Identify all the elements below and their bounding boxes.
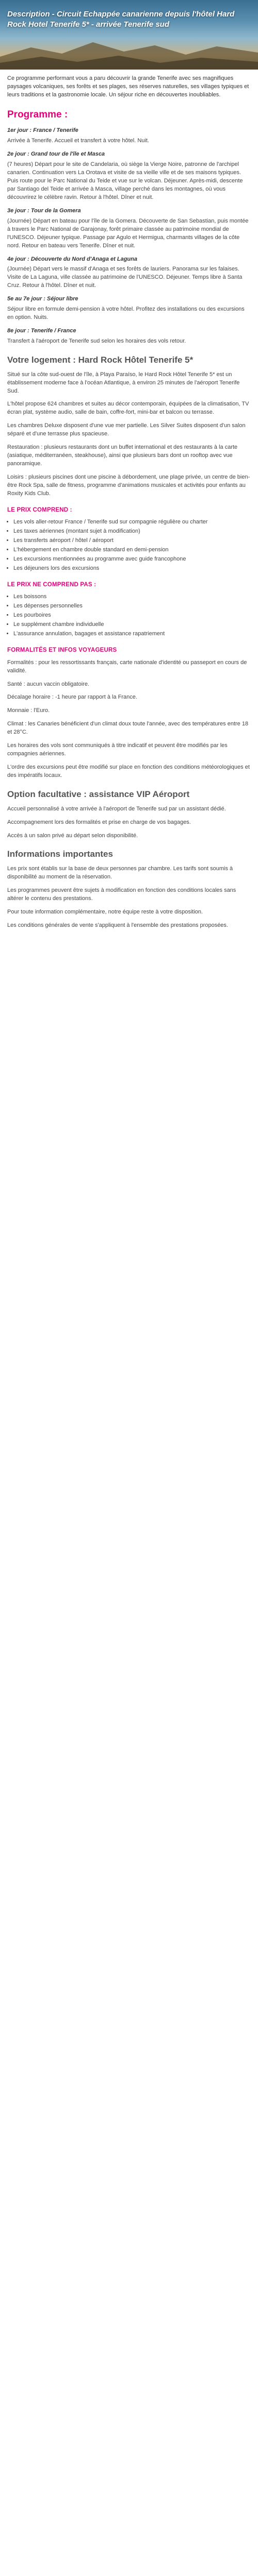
day-body: (Journée) Départ en bateau pour l'île de la Gomera. Découverte de San Sebastian, puis montée à travers le Parc National de Garajonay, forêt primaire classée au patrimoine mondial de l'UNESCO. Déjeuner typique. Passage par Agulo et Hermigua, charmants villages de la côte nord. Retour en bateau vers Tenerife. Dîner et nuit. [7, 217, 249, 249]
list-item: • L'hébergement en chambre double standard en demi-pension [13, 546, 251, 554]
list-item: • Les déjeuners lors des excursions [13, 565, 251, 573]
program-days [7, 127, 251, 346]
excludes-heading: LE PRIX NE COMPREND PAS : [7, 581, 96, 588]
day-body: (Journée) Départ vers le massif d'Anaga et ses forêts de lauriers. Panorama sur les falaises. Visite de La Laguna, ville classée au patrimoine de l'UNESCO. Déjeuner. Temps libre à Santa Cruz. Retour à l'hôtel. Dîner et nuit. [7, 266, 243, 289]
bottom-spacer [7, 935, 251, 945]
info-section [7, 659, 251, 780]
program-heading: Programme : [7, 109, 68, 120]
important-section [7, 865, 251, 930]
list-item: • Les boissons [13, 593, 251, 601]
info-paragraph: Santé : aucun vaccin obligatoire. [7, 681, 89, 687]
hotel-paragraph: L'hôtel propose 624 chambres et suites au décor contemporain, équipées de la climatisation, TV écran plat, système audio, salle de bain, coffre-fort, mini-bar et balcon ou terrasse. [7, 401, 249, 416]
hotel-paragraph: Les chambres Deluxe disposent d'une vue mer partielle. Les Silver Suites disposent d'un salon séparé et d'une terrasse plus spacieuse. [7, 422, 246, 437]
list-item: • L'assurance annulation, bagages et assistance rapatriement [13, 630, 251, 638]
day-body: (7 heures) Départ pour le site de Candelaria, où siège la Vierge Noire, patronne de l'archipel canarien. Continuation vers La Orotava et visite de sa vieille ville et de ses maisons typiques. Puis route pour le Parc National du Teide et vue sur le volcan. Déjeuner. Après-midi, descente par Santiago del Teide et arrivée à Masca, village perché dans les montagnes, où vous découvrirez le célèbre ravin. Retour à l'hôtel. Dîner et nuit. [7, 161, 243, 200]
important-paragraph: Les programmes peuvent être sujets à modification en fonction des conditions locales sans altérer le contenu des prestations. [7, 887, 236, 902]
main-content [0, 70, 258, 945]
info-paragraph: Formalités : pour les ressortissants français, carte nationale d'identité ou passeport en cours de validité. [7, 659, 247, 674]
hotel-paragraph: Loisirs : plusieurs piscines dont une piscine à débordement, une plage privée, un centre de bien-être Rock Spa, salle de fitness, programme d'animations musicales et activités pour enfants au Roxity Kids Club. [7, 474, 250, 497]
day-title: 4e jour : Découverte du Nord d'Anaga et Laguna [7, 256, 137, 262]
day-body: Séjour libre en formule demi-pension à votre hôtel. Profitez des installations ou des excursions en option. Nuits. [7, 306, 245, 321]
option-paragraph: Accueil personnalisé à votre arrivée à l'aéroport de Tenerife sud par un assistant dédié. [7, 805, 226, 812]
important-paragraph: Les conditions générales de vente s'appliquent à l'ensemble des prestations proposées. [7, 922, 228, 928]
hotel-description [7, 371, 251, 498]
important-paragraph: Les prix sont établis sur la base de deux personnes par chambre. Les tarifs sont soumis à disponibilité au moment de la réservation. [7, 866, 233, 880]
day-body: Transfert à l'aéroport de Tenerife sud selon les horaires des vols retour. [7, 338, 186, 345]
hero-banner [0, 0, 258, 70]
includes-heading: LE PRIX COMPREND : [7, 506, 72, 513]
day-title: 1er jour : France / Tenerife [7, 127, 78, 134]
day-title: 2e jour : Grand tour de l'île et Masca [7, 151, 105, 158]
info-paragraph: L'ordre des excursions peut être modifié sur place en fonction des conditions météorologiques et des impératifs locaux. [7, 764, 250, 779]
page-title: Description - Circuit Echappée canarienne depuis l'hôtel Hard Rock Hotel Tenerife 5* - arrivée Tenerife sud [7, 10, 235, 29]
important-heading: Informations importantes [7, 849, 113, 859]
option-section [7, 805, 251, 840]
important-paragraph: Pour toute information complémentaire, notre équipe reste à votre disposition. [7, 908, 203, 915]
info-heading: FORMALITÉS ET INFOS VOYAGEURS [7, 647, 117, 654]
list-item: • Les taxes aériennes (montant sujet à modification) [13, 528, 251, 536]
option-paragraph: Accompagnement lors des formalités et prise en charge de vos bagages. [7, 819, 191, 825]
hotel-paragraph: Situé sur la côte sud-ouest de l'île, à Playa Paraíso, le Hard Rock Hôtel Tenerife 5* est un établissement moderne face à l'océan Atlantique, à environ 25 minutes de l'aéroport Tenerife Sud. [7, 371, 240, 394]
includes-list [7, 518, 251, 573]
list-item: • Les vols aller-retour France / Tenerife sud sur compagnie régulière ou charter [13, 518, 251, 527]
day-title: 3e jour : Tour de la Gomera [7, 207, 81, 214]
list-item: • Les excursions mentionnées au programme avec guide francophone [13, 555, 251, 564]
list-item: • Les dépenses personnelles [13, 602, 251, 611]
intro-paragraph: Ce programme performant vous a paru découvrir la grande Tenerife avec ses magnifiques paysages volcaniques, ses forêts et ses plages, ses réserves naturelles, ses villages typiques et leurs traditions et la gastronomie locale. Un séjour riche en découvertes inoubliables. [7, 75, 249, 98]
day-title: 8e jour : Tenerife / France [7, 328, 76, 334]
info-paragraph: Les horaires des vols sont communiqués à titre indicatif et peuvent être modifiés par les compagnies aériennes. [7, 742, 228, 757]
day-title: 5e au 7e jour : Séjour libre [7, 296, 78, 302]
hotel-paragraph: Restauration : plusieurs restaurants dont un buffet international et des restaurants à la carte (asiatique, méditerranéen, steakhouse), ainsi que plusieurs bars dont un rooftop avec vue panoramique. [7, 444, 238, 467]
excludes-list [7, 593, 251, 638]
info-paragraph: Climat : les Canaries bénéficient d'un climat doux toute l'année, avec des températures entre 18 et 28°C. [7, 721, 249, 736]
info-paragraph: Décalage horaire : -1 heure par rapport à la France. [7, 694, 137, 701]
landscape-illustration [0, 36, 258, 70]
list-item: • Les pourboires [13, 612, 251, 620]
info-paragraph: Monnaie : l'Euro. [7, 707, 50, 714]
option-heading: Option facultative : assistance VIP Aéroport [7, 789, 190, 799]
option-paragraph: Accès à un salon privé au départ selon disponibilité. [7, 832, 138, 839]
hotel-heading: Votre logement : Hard Rock Hôtel Tenerife 5* [7, 354, 194, 365]
list-item: • Les transferts aéroport / hôtel / aéroport [13, 537, 251, 545]
day-body: Arrivée à Tenerife. Accueil et transfert à votre hôtel. Nuit. [7, 138, 149, 144]
list-item: • Le supplément chambre individuelle [13, 621, 251, 629]
